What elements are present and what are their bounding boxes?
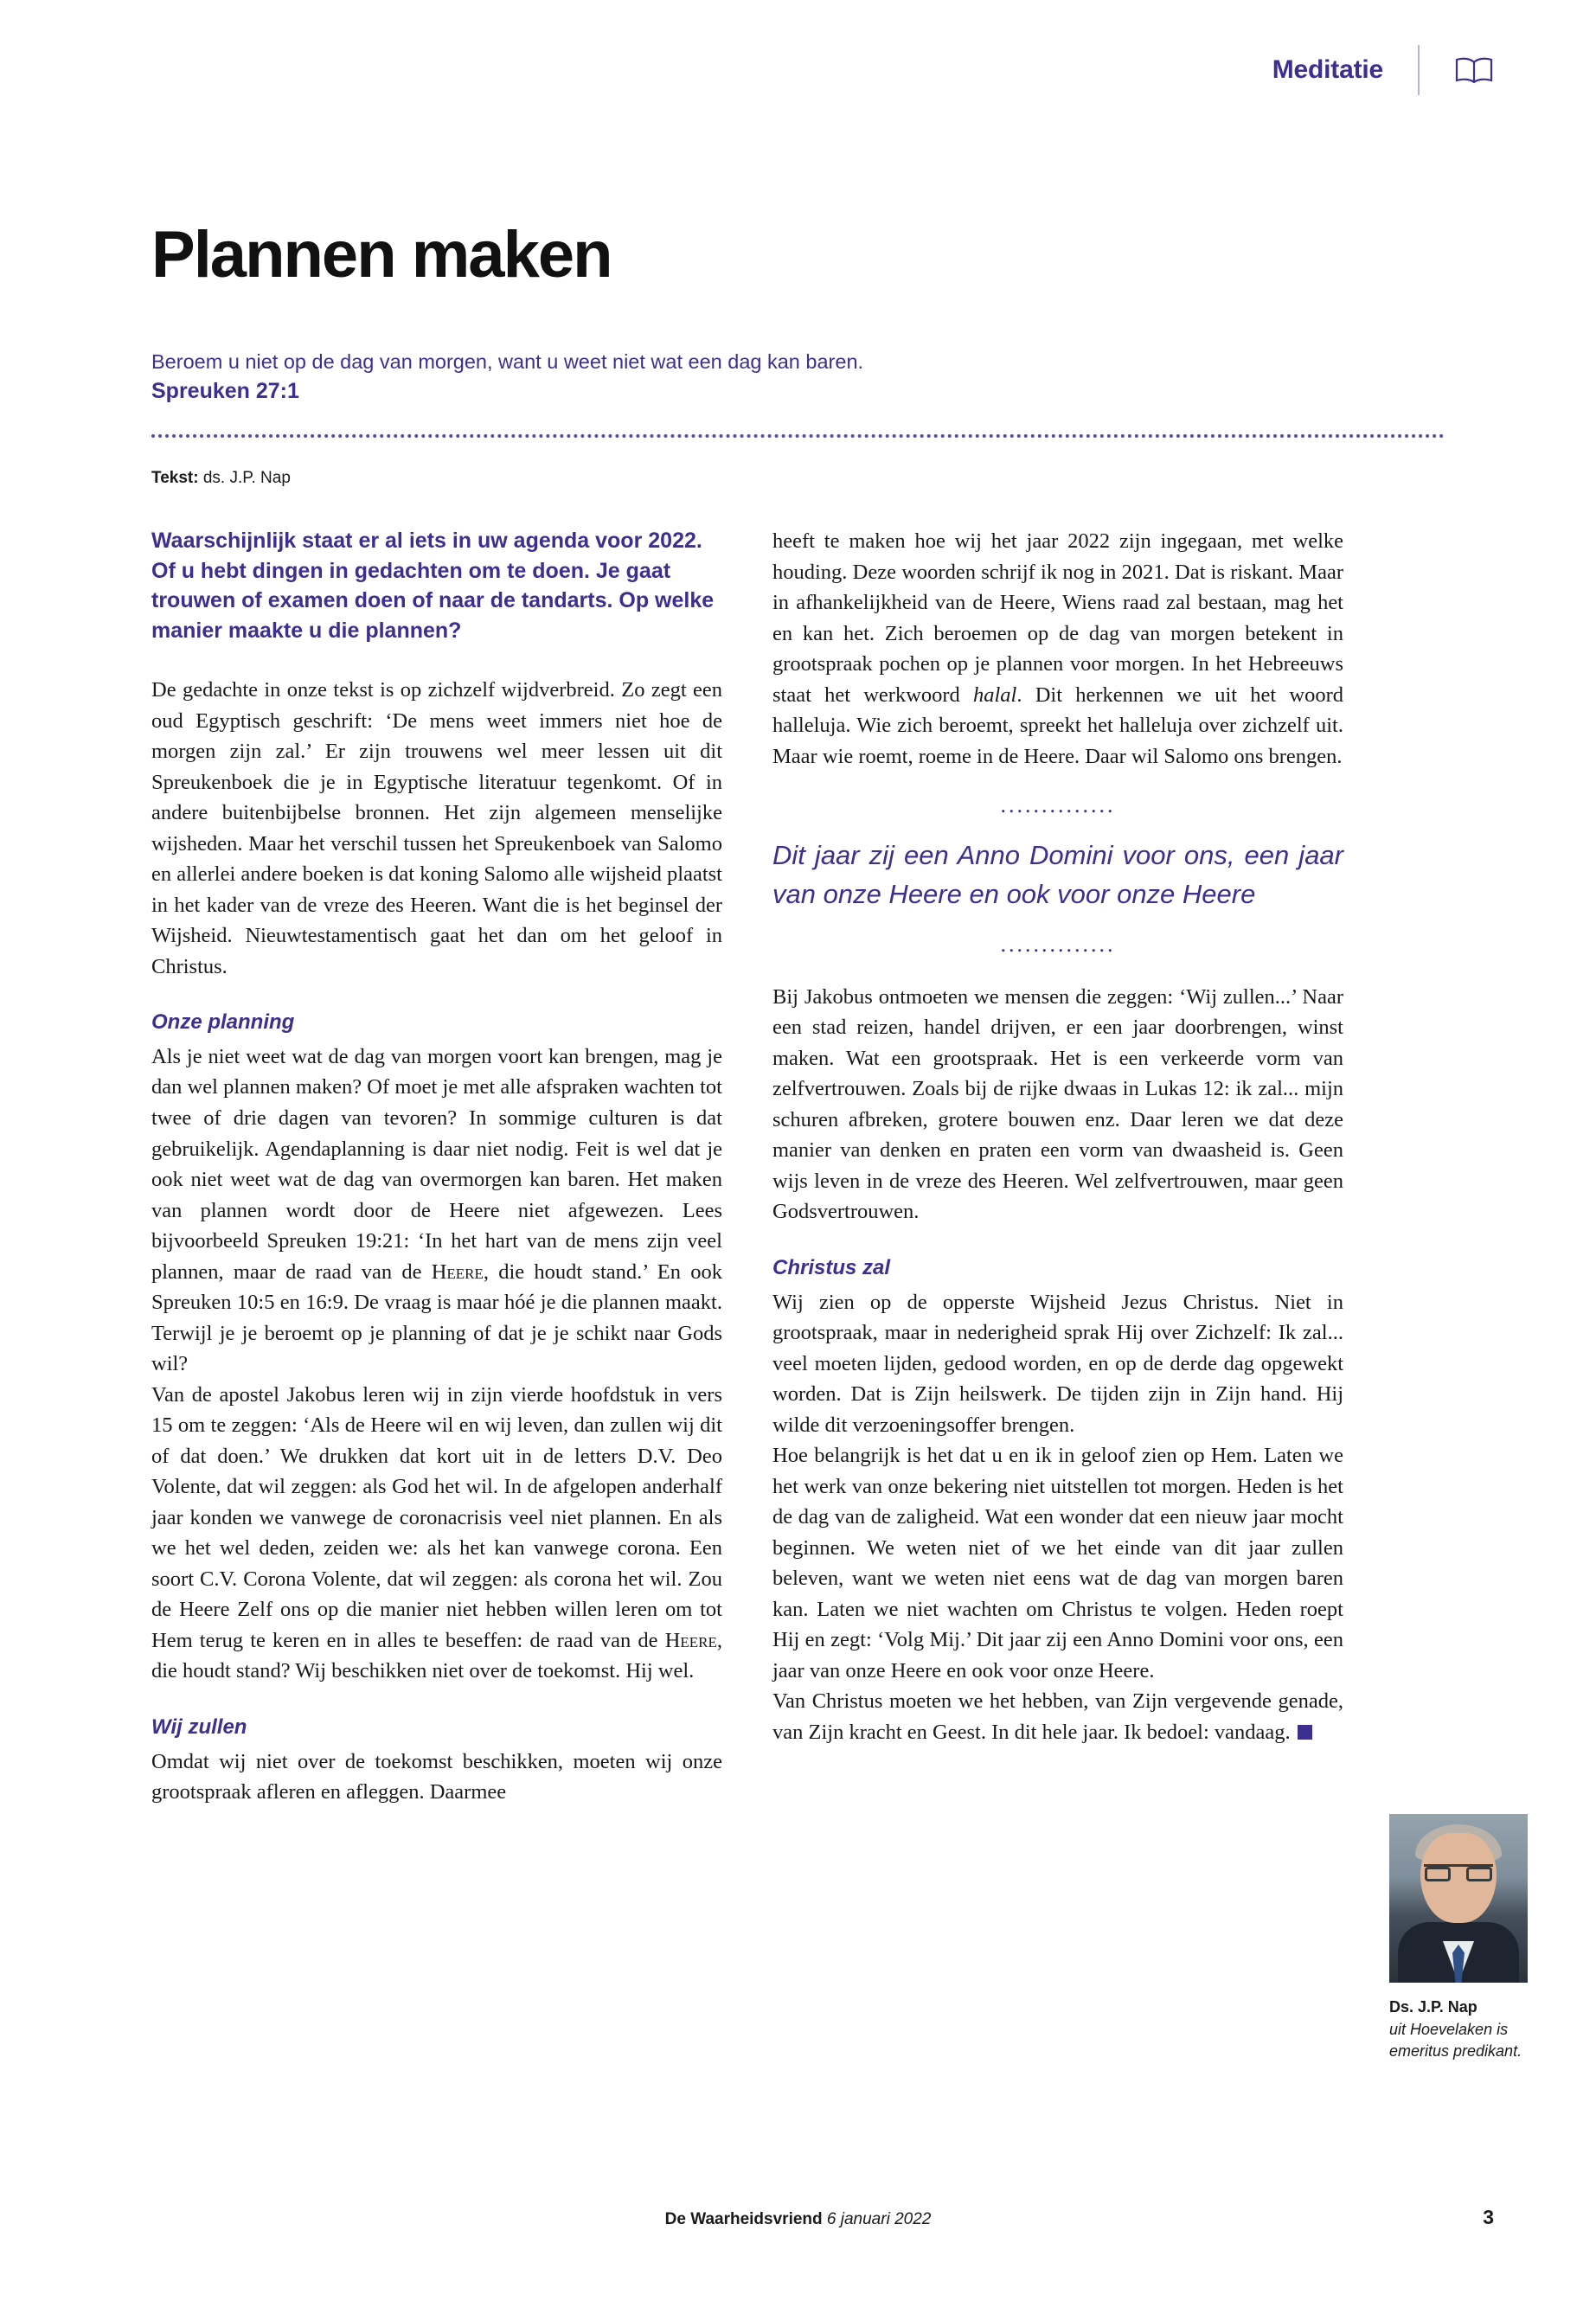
footer-publication: De Waarheidsvriend: [664, 2210, 823, 2228]
verse-text: Beroem u niet op de dag van morgen, want u weet niet wat een dag kan baren.: [151, 350, 864, 373]
paragraph-part: , die houdt stand? Wij beschikken niet over de toekomst. Hij wel.: [151, 1628, 722, 1683]
article-column-left: [151, 526, 722, 1808]
smallcaps-heere: Heere: [664, 1628, 717, 1652]
pullquote-dots-bottom: ..............: [1000, 931, 1116, 957]
end-mark: [1298, 1725, 1312, 1740]
author-line-2: uit Hoevelaken is: [1389, 2020, 1509, 2038]
lead-paragraph: Waarschijnlijk staat er al iets in uw agenda voor 2022. Of u hebt dingen in gedachten om te doen. Je gaat trouwen of examen doen of naar de tandarts. Op welke manier maakte u die plannen?: [151, 529, 715, 643]
section-label: Meditatie: [1272, 55, 1383, 84]
paragraph-final: [772, 1686, 1343, 1747]
paragraph: Wij zien op de opperste Wijsheid Jezus Christus. Niet in grootspraak, maar in nederigheid sprak Hij over Zichzelf: Ik zal... veel moeten lijden, gedood worden, en op de derde dag opgewekt worden. Dat is Zijn heilswerk. De tijden zijn in Zijn hand. Hij wilde dit verzoeningsoffer brengen.: [772, 1290, 1343, 1437]
header-divider: [1418, 45, 1420, 95]
bible-verse: [151, 348, 1449, 407]
byline-author: ds. J.P. Nap: [202, 469, 291, 487]
paragraph: De gedachte in onze tekst is op zichzelf wijdverbreid. Zo zegt een oud Egyptisch geschrift: ‘De mens weet immers niet hoe de morgen zijn zal.’ Er zijn trouwens wel meer lessen uit dit Spreukenboek die je in Egyptische literatuur tegenkomt. Of in andere buitenbijbelse bronnen. Het zijn algemeen menselijke wijsheden. Maar het verschil tussen het Spreukenboek van Salomo en allerlei andere boeken is dat koning Salomo alle wijsheid plaatst in het kader van de vreze des Heeren. Want die is het beginsel der Wijsheid. Nieuwtestamentisch gaat het dan om het geloof in Christus.: [151, 678, 722, 978]
pullquote-dots-top: ..............: [1000, 792, 1116, 818]
byline-label: Tekst:: [151, 469, 199, 487]
page-header: [1272, 45, 1494, 95]
author-name: Ds. J.P. Nap: [1389, 1998, 1477, 2016]
paragraph-part: , die houdt stand.’ En ook Spreuken 10:5 en 16:9. De vraag is maar hóé je die plannen maakt. Terwijl je je beroemt op je planning of dat je je schikt naar Gods wil?: [151, 1259, 722, 1376]
paragraph: [772, 526, 1343, 772]
paragraph: [151, 1380, 722, 1687]
article-column-right: [772, 526, 1343, 1747]
page-title: Plannen maken: [151, 217, 612, 292]
page-number: 3: [1483, 2206, 1494, 2228]
subheading-onze-planning: Onze planning: [151, 1010, 295, 1035]
author-line-3: emeritus predikant.: [1389, 2042, 1522, 2061]
author-photo: [1389, 1814, 1528, 1983]
paragraph-part: heeft te maken hoe wij het jaar 2022 zijn ingegaan, met welke houding. Deze woorden schrijf ik nog in 2021. Dat is riskant. Maar in afhankelijkheid van de Heere, Wiens raad zal bestaan, mag het en kan het. Zich beroemen op de dag van morgen betekent in grootspraak pochen op je plannen voor morgen. In het Hebreeuws staat het werkwoord: [772, 529, 1343, 707]
glasses-icon: [1424, 1864, 1493, 1880]
paragraph-part: . Dit herkennen we uit het woord halleluja. Wie zich beroemt, spreekt het halleluja over zichzelf uit. Maar wie roemt, roeme in de Heere. Daar wil Salomo ons brengen.: [772, 683, 1343, 768]
subheading-wij-zullen: Wij zullen: [151, 1715, 247, 1739]
paragraph-part: Van de apostel Jakobus leren wij in zijn vierde hoofdstuk in vers 15 om te zeggen: ‘Als de Heere wil en wij leven, dan zullen wij dit of dat doen.’ We drukken dat kort uit in de letters D.V. Deo Volente, dat wil zeggen: als God het wil. In de afgelopen anderhalf jaar konden we vanwege de coronacrisis veel niet plannen. En als we het wel deden, zeiden we: als het kan vanwege corona. Een soort C.V. Corona Volente, dat wil zeggen: als corona het wil. Zou de Heere Zelf ons op die manier niet hebben willen leren om tot Hem terug te keren en in alles te beseffen: de raad van de: [151, 1382, 722, 1652]
paragraph: [151, 1042, 722, 1380]
subheading-christus-zal: Christus zal: [772, 1255, 891, 1279]
byline: [151, 469, 291, 488]
paragraph: Omdat wij niet over de toekomst beschikken, moeten wij onze grootspraak afleren en afleggen. Daarmee: [151, 1749, 722, 1804]
page-footer: [0, 2210, 1596, 2229]
author-caption: [1389, 1997, 1528, 2063]
paragraph-part: Als je niet weet wat de dag van morgen voort kan brengen, mag je dan wel plannen maken? Of moet je met alle afspraken wachten tot twee of drie dagen van tevoren? In sommige culturen is dat gebruikelijk. Agendaplanning is daar niet nodig. Feit is wel dat je ook niet weet wat de dag van overmorgen kan baren. Het maken van plannen wordt door de Heere niet afgewezen. Lees bijvoorbeeld Spreuken 19:21: ‘In het hart van de mens zijn veel plannen, maar de raad van de: [151, 1044, 722, 1284]
dotted-divider: [151, 434, 1445, 441]
smallcaps-heere: Heere: [431, 1259, 484, 1284]
verse-reference: Spreuken 27:1: [151, 379, 299, 404]
pull-quote: Dit jaar zij een Anno Domini voor ons, een jaar van onze Heere en ook voor onze Heere: [772, 840, 1343, 910]
paragraph: Hoe belangrijk is het dat u en ik in geloof zien op Hem. Laten we het werk van onze bekering niet uitstellen tot morgen. Heden is het de dag van de zaligheid. Wat een wonder dat een nieuw jaar mocht beginnen. We weten niet of we het einde van dit jaar zullen beleven, want we weten niet eens wat de dag van morgen baren kan. Laten we niet wachten om Christus te volgen. Heden roept Hij en zegt: ‘Volg Mij.’ Dit jaar zij een Anno Domini voor ons, een jaar van onze Heere en ook voor onze Heere.: [772, 1444, 1343, 1682]
footer-date: 6 januari 2022: [826, 2210, 932, 2228]
paragraph-part: Van Christus moeten we het hebben, van Zijn vergevende genade, van Zijn kracht en Geest. In dit hele jaar. Ik bedoel: vandaag.: [772, 1689, 1343, 1744]
italic-term-halal: halal: [973, 683, 1017, 707]
paragraph: Bij Jakobus ontmoeten we mensen die zeggen: ‘Wij zullen...’ Naar een stad reizen, handel drijven, er een jaar doorbrengen, winst maken. Wat een grootspraak. Het is een verkeerde vorm van zelfvertrouwen. Zoals bij de rijke dwaas in Lukas 12: ik zal... mijn schuren afbreken, grotere bouwen enz. Daar leren we dat deze manier van denken en praten een vorm van dwaasheid is. Geen wijs leven in de vreze des Heeren. Wel zelfvertrouwen, maar geen Godsvertrouwen.: [772, 984, 1343, 1224]
author-bio-box: [1389, 1814, 1528, 2063]
open-book-icon: [1454, 55, 1494, 85]
